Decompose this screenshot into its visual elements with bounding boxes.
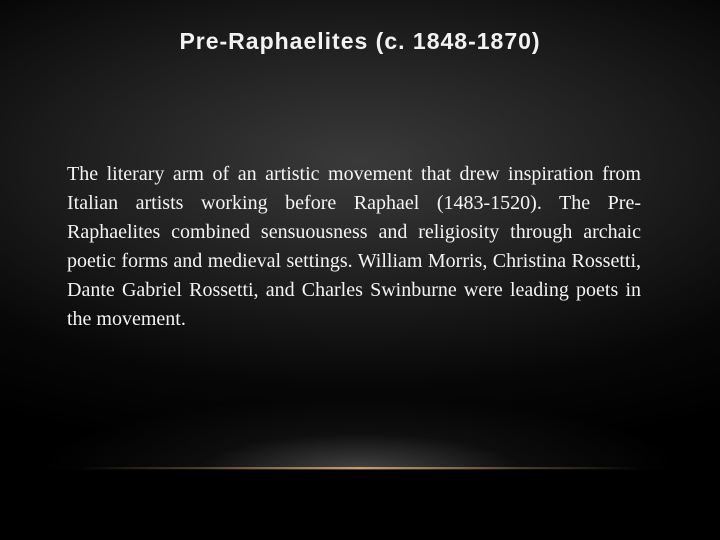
floor-glow [40,398,680,470]
slide-title: Pre-Raphaelites (c. 1848-1870) [179,28,541,54]
slide-body-text: The literary arm of an artistic movement that drew inspiration from Italian artists working before Raphael (1483-1520). The Pre-Raphaelites combined sensuousness and religiosity through archaic poetic forms and medieval settings. William Morris, Christina Rossetti, Dante Gabriel Rossetti, and Charles Swinburne were leading poets in the movement. [67,163,641,330]
accent-line [80,467,640,469]
